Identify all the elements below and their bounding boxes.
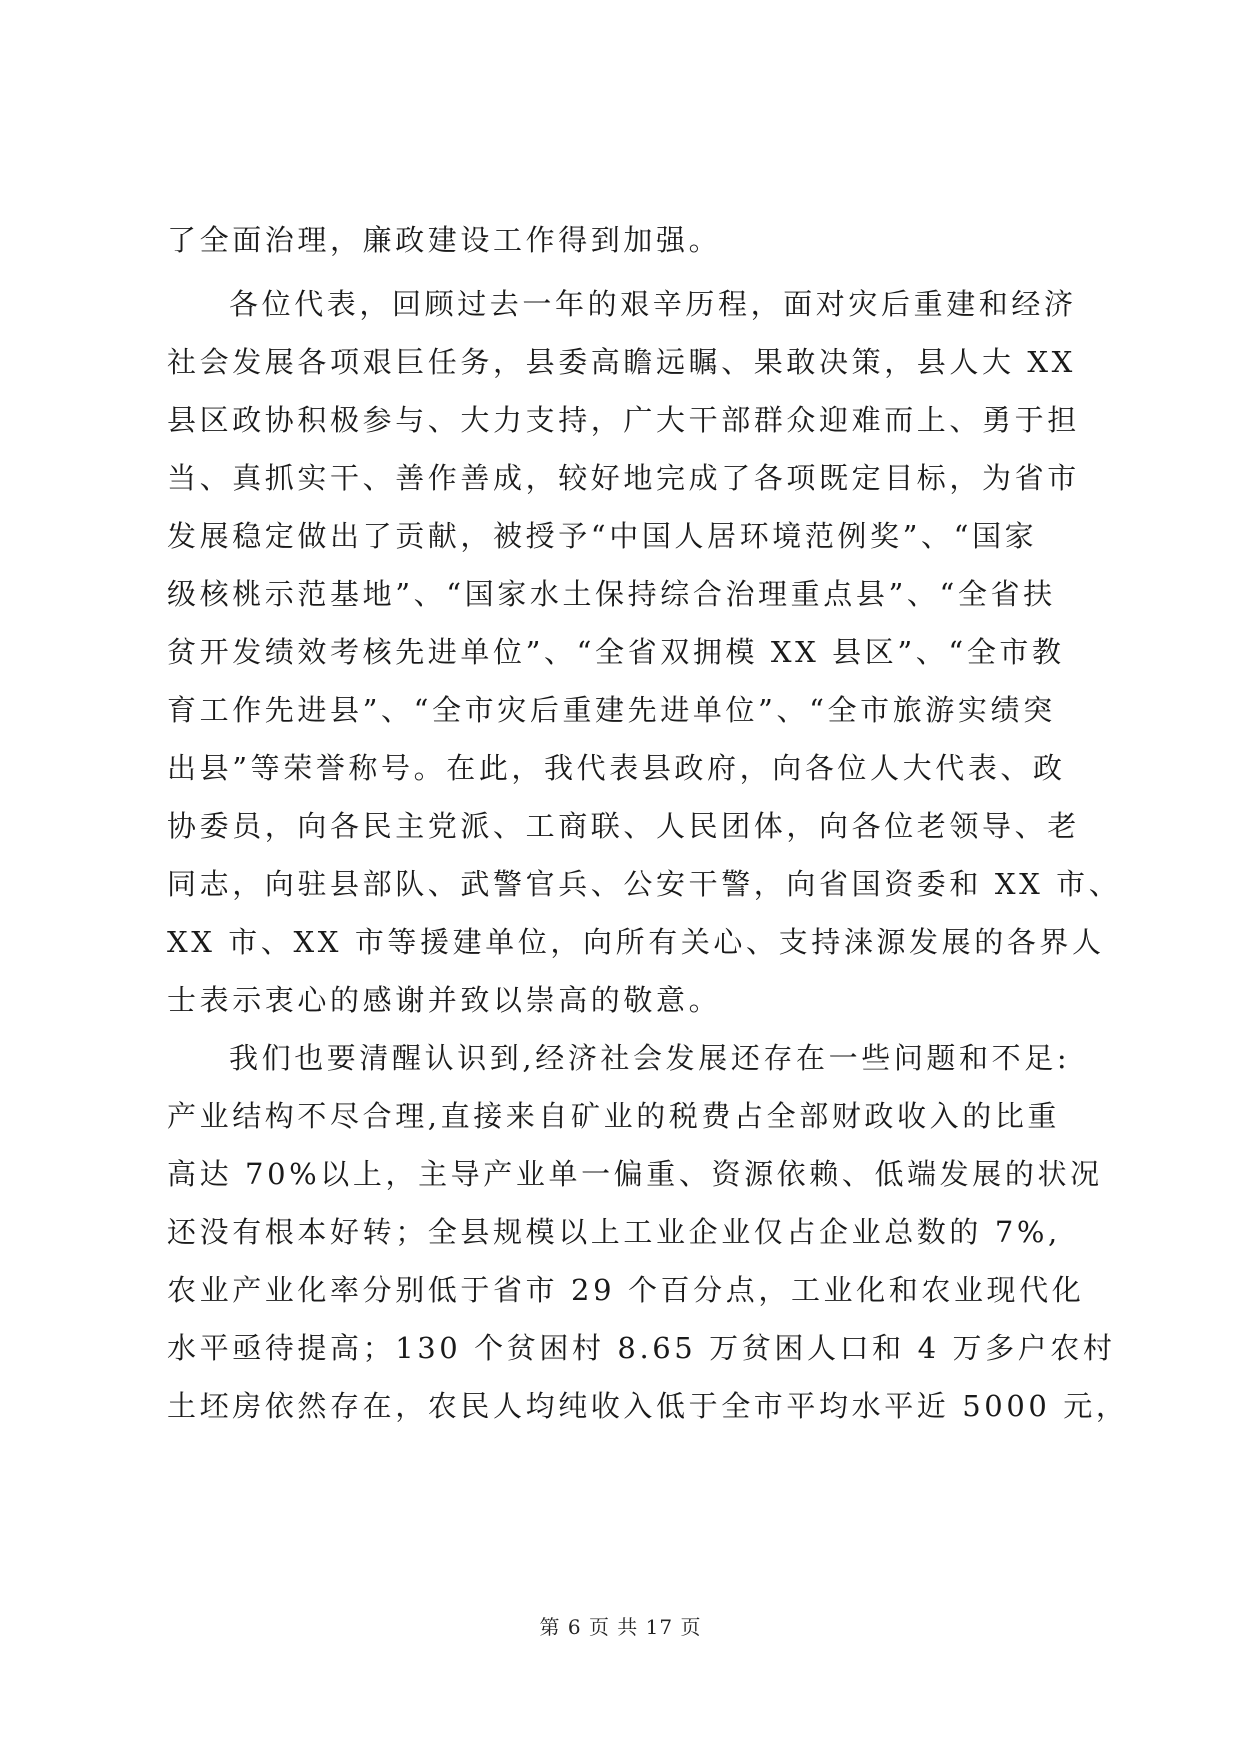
text-line: 出县”等荣誉称号。在此，我代表县政府，向各位人大代表、政: [167, 751, 1066, 785]
text-line: 士表示衷心的感谢并致以崇高的敬意。: [167, 983, 722, 1017]
paragraph-first-line: 各位代表，回顾过去一年的艰辛历程，面对灾后重建和经济: [229, 287, 1077, 321]
text-line: 育工作先进县”、“全市灾后重建先进单位”、“全市旅游实绩突: [167, 693, 1056, 727]
page-number-footer: 第 6 页 共 17 页: [539, 1615, 702, 1639]
text-line: 产业结构不尽合理,直接来自矿业的税费占全部财政收入的比重: [167, 1099, 1061, 1133]
text-line: 水平亟待提高；130 个贫困村 8.65 万贫困人口和 4 万多户农村: [167, 1331, 1116, 1365]
text-line: 了全面治理，廉政建设工作得到加强。: [167, 223, 722, 257]
text-line: 当、真抓实干、善作善成，较好地完成了各项既定目标，为省市: [167, 461, 1080, 495]
text-line: 高达 70%以上，主导产业单一偏重、资源依赖、低端发展的状况: [167, 1157, 1103, 1191]
text-line: 贫开发绩效考核先进单位”、“全省双拥模 XX 县区”、“全市教: [167, 635, 1065, 669]
text-line: 协委员，向各民主党派、工商联、人民团体，向各位老领导、老: [167, 809, 1080, 843]
text-line: 还没有根本好转；全县规模以上工业企业仅占企业总数的 7%,: [167, 1215, 1061, 1249]
text-line: 县区政协积极参与、大力支持，广大干部群众迎难而上、勇于担: [167, 403, 1080, 437]
text-line: 级核桃示范基地”、“国家水土保持综合治理重点县”、“全省扶: [167, 577, 1056, 611]
text-line: 农业产业化率分别低于省市 29 个百分点，工业化和农业现代化: [167, 1273, 1085, 1307]
text-line: 发展稳定做出了贡献，被授予“中国人居环境范例奖”、“国家: [167, 519, 1038, 553]
paragraph-first-line: 我们也要清醒认识到,经济社会发展还存在一些问题和不足:: [229, 1041, 1071, 1075]
text-line: XX 市、XX 市等援建单位，向所有关心、支持涞源发展的各界人: [167, 925, 1105, 959]
text-line: 社会发展各项艰巨任务，县委高瞻远瞩、果敢决策，县人大 XX: [167, 345, 1076, 379]
text-line: 土坯房依然存在，农民人均纯收入低于全市平均水平近 5000 元，: [167, 1389, 1129, 1423]
text-line: 同志，向驻县部队、武警官兵、公安干警，向省国资委和 XX 市、: [167, 867, 1122, 901]
